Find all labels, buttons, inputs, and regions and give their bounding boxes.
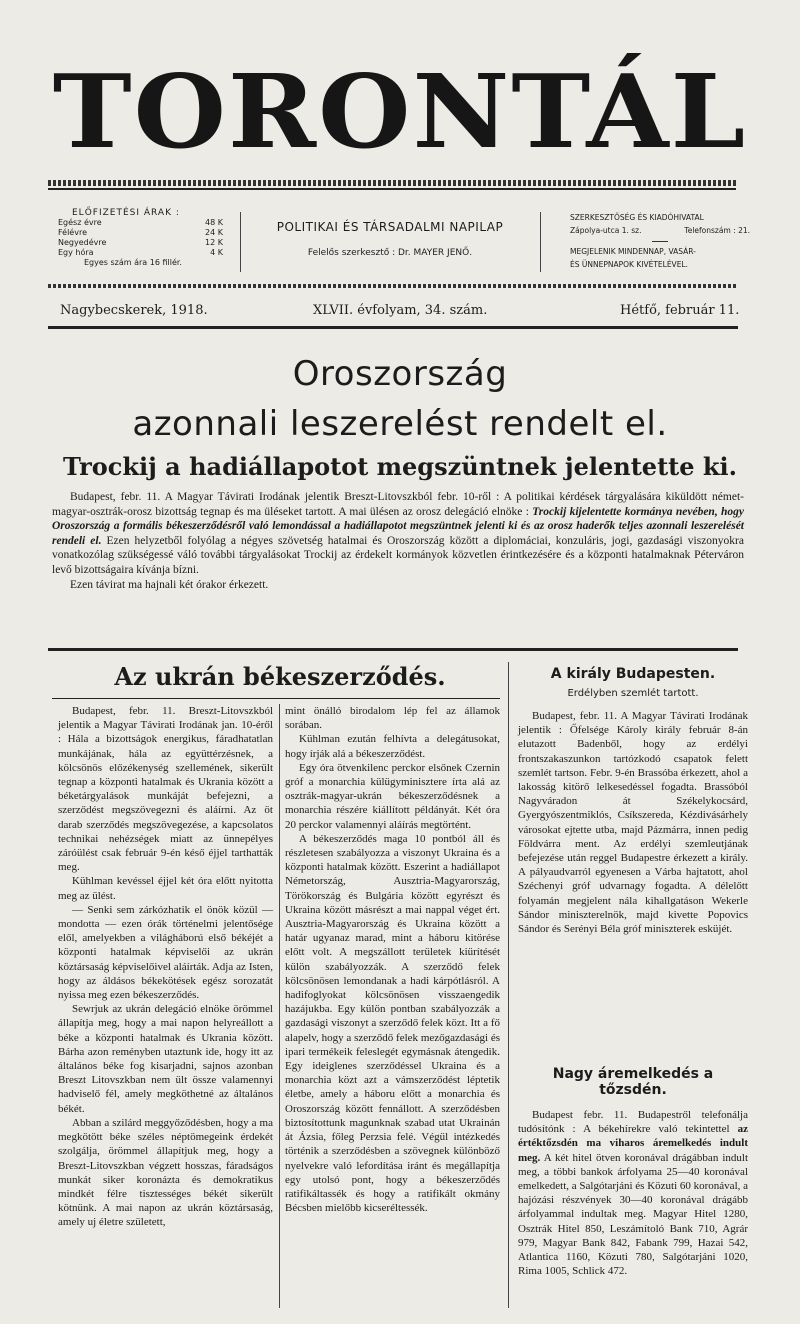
- treaty-paragraph: Kühlman kevéssel éjjel két óra előtt nyitotta meg az ülést.: [58, 875, 273, 902]
- single-issue-price: Egyes szám ára 16 fillér.: [84, 258, 182, 267]
- header-divider: [540, 212, 541, 272]
- market-headline: Nagy áremelkedés a tőzsdén.: [552, 1066, 714, 1098]
- treaty-paragraph: Sewrjuk az ukrán delegáció elnöke örömmel állapítja meg, hogy a mai napon helyreállott a béke a központi hatalmak és Ukrania között. Bárha azon reményben utaztunk ide, hogy itt az általános béke fog kisarjadni, sajnos azonban Breszt Litovszkban nem ült össze valamennyi hadviselő fél, amely megköthetné az általános békét.: [58, 1003, 273, 1115]
- lead-paragraph: Budapest, febr. 11. A Magyar Távirati Irodának jelentik Breszt-Litovszkból febr. 10-ről : A politikai kérdések tárgyalására kiküldött német-magyar-osztrák-orosz bizottság tegnap és ma üléseket tartott. A mai ülésen az orosz delegáció elnöke : Trockij kijelentette kormánya nevében, hogy Oroszország a formális békeszerződésről való lemondással a hadiállapotot megszüntnek jelenti ki és az orosz haderők teljes azonnali leszerelését rendeli el. Ezen helyzetből folyólag a négyes szövetség hatalmai és Oroszország között a diplomáciai, konzuláris, jogi, gazdasági viszonyokra vonatkozólag szükségessé váló további tárgyalásokat Trockij az érdekelt kormányok közvetlen érintkezésére és a központi hatalmaknak Péterváron levő bizottságaira kívánja bízni.: [52, 491, 745, 576]
- treaty-paragraph: Kühlman ezután felhívta a delegátusokat, hogy írják alá a békeszerződést.: [285, 733, 500, 760]
- treaty-paragraph: Egy óra ötvenkilenc perckor elsőnek Czernin gróf a monarchia külügyminisztere írta alá az osztrák-magyar-ukrán békeszerződésnek a monarchia részére kiállított példányát. Két óra 20 perckor valamennyi aláírás megtörtént.: [285, 761, 500, 831]
- prices-title: ELŐFIZETÉSI ÁRAK :: [72, 208, 180, 218]
- market-article: [518, 1066, 748, 1278]
- masthead-rule-2: [48, 188, 736, 190]
- lead-headline-2: azonnali leszerelést rendelt el.: [132, 404, 668, 444]
- schedule-line-2: ÉS ÜNNEPNAPOK KIVÉTELÉVEL.: [570, 260, 688, 269]
- price-row: Egy hóra 4 K: [58, 248, 223, 257]
- market-emphasis: az értéktőzsdén ma viharos áremelkedés indult meg.: [518, 1123, 748, 1164]
- treaty-paragraph: Budapest, febr. 11. Breszt-Litovszkból jelentik a Magyar Távirati Irodának jan. 10-éről : Hála a bizottságok energikus, fáradhatatlan munkájának, hála az együttérzésnek, a kölcsönös előzékenység szellemének, sikerült tegnap a központi hatalmak és Ukrania között a béketárgyalások munkáját befejezni, a szerződést megszövegezni és aláírni. Az öt darab szerződés megszövegezése, a kapcsolatos technikai nehézségek miatt az ünnepélyes záróülést csak február 9-én késő éjjel tarthatták meg.: [58, 705, 273, 874]
- treaty-headline: Az ukrán békeszerződés.: [114, 662, 446, 691]
- masthead-rule: [48, 180, 736, 186]
- masthead-title: TORONTÁL: [52, 52, 748, 171]
- header-right: [570, 213, 750, 270]
- treaty-column-1: [58, 704, 273, 1230]
- king-headline: A király Budapesten.: [550, 666, 716, 682]
- lead-subheadline: Trockij a hadiállapotot megszüntnek jelentette ki.: [63, 452, 737, 481]
- king-subheadline: Erdélyben szemlét tartott.: [567, 688, 699, 699]
- header-center: [245, 220, 535, 258]
- price-row: Negyedévre 12 K: [58, 238, 223, 247]
- dateline-date: Hétfő, február 11.: [620, 303, 740, 318]
- column-divider: [279, 704, 280, 1308]
- header-rule: [48, 284, 736, 288]
- subscription-prices: [58, 208, 228, 268]
- treaty-paragraph: A békeszerződés maga 10 pontból áll és részletesen szabályozza a viszonyt Ukraina és a központi hatalmak között. Eszerint a hadiállapot Németország, Ausztria-Magyarország, Törökország és Bulgária között egyrészt és Ukraina között másrészt a mai nappal véget ért. Ausztria-Magyarország és Ukraina között a határ ugyanaz marad, mint a háboru kitörése előtt volt. A megszállott területek kiürítését külön szabályozzák. A szerződő felek kölcsönösen lemondanak a hadi kárpótlásról. A hadifoglyokat kölcsönösen visszaengedik hazájukba. Egy külön pontban szabályozzák a gazdasági viszonyt a szerződő felek közt. Itt a fő alapelv, hogy a szerződő felek mezőgazdasági és ipari termékeik feleslegét egymásnak átengedik. Egy ideiglenes szerződéssel Ukraina és a monarchia közt azt a vámszerződést léptetik életbe, amely a háboru előtt a monarchia és Oroszország között fennállott. A szerződésben biztosítottunk magunknak szabad utat Ukrainán át Ázsia, főleg Perzsia felé. Végül intézkedés történik a szerződésben a szövegnek különböző nyelvekre való lefordítása iránt és megállapítja egy utolsó pont, hogy a békeszerződés ratifikáltassék és hogy a ratifikált okmány Bécsben mielőbb kicseréltessék.: [285, 832, 500, 1215]
- lead-article: [52, 490, 744, 592]
- lead-emphasis: Trockij kijelentette kormánya nevében, hogy Oroszország a formális békeszerződésről való lemondással a hadiállapotot megszüntnek jelenti ki és az orosz haderők teljes azonnali leszerelését rendeli el.: [52, 505, 745, 547]
- office-label: SZERKESZTŐSÉG ÉS KIADÓHIVATAL: [570, 213, 704, 222]
- treaty-rule: [52, 698, 500, 699]
- king-article: [518, 666, 748, 936]
- column-divider: [508, 662, 509, 1308]
- king-body: Budapest, febr. 11. A Magyar Távirati Irodának jelentik : Őfelsége Károly király február 8-án elutazott Badenből, hogy az erdélyi frontszakaszunkon tartózkodó csapatok felett szemlét tartson. Febr. 9-én Brassóba érkezett, ahol a lakosság kitörő lelkesedéssel fogadta. Brassóból Nagyváradon át Székelykocsárd, Gyergyószentmiklós, Csíkszereda, Kézdivásárhely városokat ejtette utba, majd Pázmárra, innen pedig Földvárra ment. Az erdélyi szemleutjának befejezése után reggel Budapestre érkezett a király. A pályaudvarról egyenesen a Várba hajtatott, ahol Széchenyi gróf udvarnagy fogadta. A délelőtt folyamán megjelent nála kihallgatáson Wekerle Sándor miniszterelnök, majd kivette Popovics Sándor és Serényi Béla gróf miniszterek esküjét.: [518, 710, 748, 936]
- lead-headline-1: Oroszország: [292, 354, 508, 394]
- subtitle: POLITIKAI ÉS TÁRSADALMI NAPILAP: [276, 220, 504, 234]
- lead-rule: [48, 648, 738, 651]
- address: Zápolya-utca 1. sz.: [570, 226, 642, 235]
- treaty-paragraph: mint önálló birodalom lép fel az államok sorában.: [285, 705, 500, 732]
- schedule-line-1: MEGJELENIK MINDENNAP, VASÁR-: [570, 247, 696, 256]
- phone: Telefonszám : 21.: [684, 226, 750, 235]
- dateline-place: Nagybecskerek, 1918.: [60, 303, 208, 318]
- market-body: Budapest febr. 11. Budapestről telefonálja tudósítónk : A békehírekre való tekintettel az értéktőzsdén ma viharos áremelkedés indult meg. A két hitel ötven koronával drágábban indult meg, a többi bankok árfolyama 25—40 koronával emelkedett, a Salgótarjáni és Közuti 60 koronával, a hajózási részvények 30—40 koronával drágább árfolyammal indultak meg. Magyar Hitel 1280, Osztrák Hitel 850, Leszámítoló Bank 710, Agrár 979, Magyar Bank 842, Fabank 799, Hazai 542, Atlantica 1160, Közuti 780, Salgótarjáni 1020, Rima 1005, Schlick 472.: [518, 1109, 749, 1278]
- price-row: Egész évre 48 K: [58, 218, 223, 227]
- treaty-paragraph: Abban a szilárd meggyőződésben, hogy a ma megkötött béke széles néptömegeink érdekét szolgálja, örömmel állapítjuk meg, hogy a Breszt-Litovszkban végzett hosszas, fáradságos munkát siker koronázta és demokratikus mindkét félre tisztességes békét sikerült kötnünk. A mai napon az ukrán köztársaság, amely uj életre született,: [58, 1116, 273, 1229]
- treaty-paragraph: — Senki sem zárkózhatik el önök közül — mondotta — ezen órák történelmi jelentősége elől, amelyekben a világháború első békéjét a központi hatalmak képviselői az ukrán köztársaság képviselőivel aláírták. Adja az Isten, hogy az áldásos békekötések egész sorozatát nyissa meg ezen békeszerződés.: [58, 903, 273, 1002]
- editor-line: Felelős szerkesztő : Dr. MAYER JENŐ.: [307, 248, 473, 258]
- header-divider: [240, 212, 241, 272]
- dateline-volume: XLVII. évfolyam, 34. szám.: [313, 303, 488, 318]
- dateline-rule: [48, 326, 738, 329]
- lead-paragraph: Ezen távirat ma hajnali két órakor érkezett.: [70, 578, 269, 591]
- price-row: Félévre 24 K: [58, 228, 223, 237]
- treaty-column-2: [285, 704, 500, 1215]
